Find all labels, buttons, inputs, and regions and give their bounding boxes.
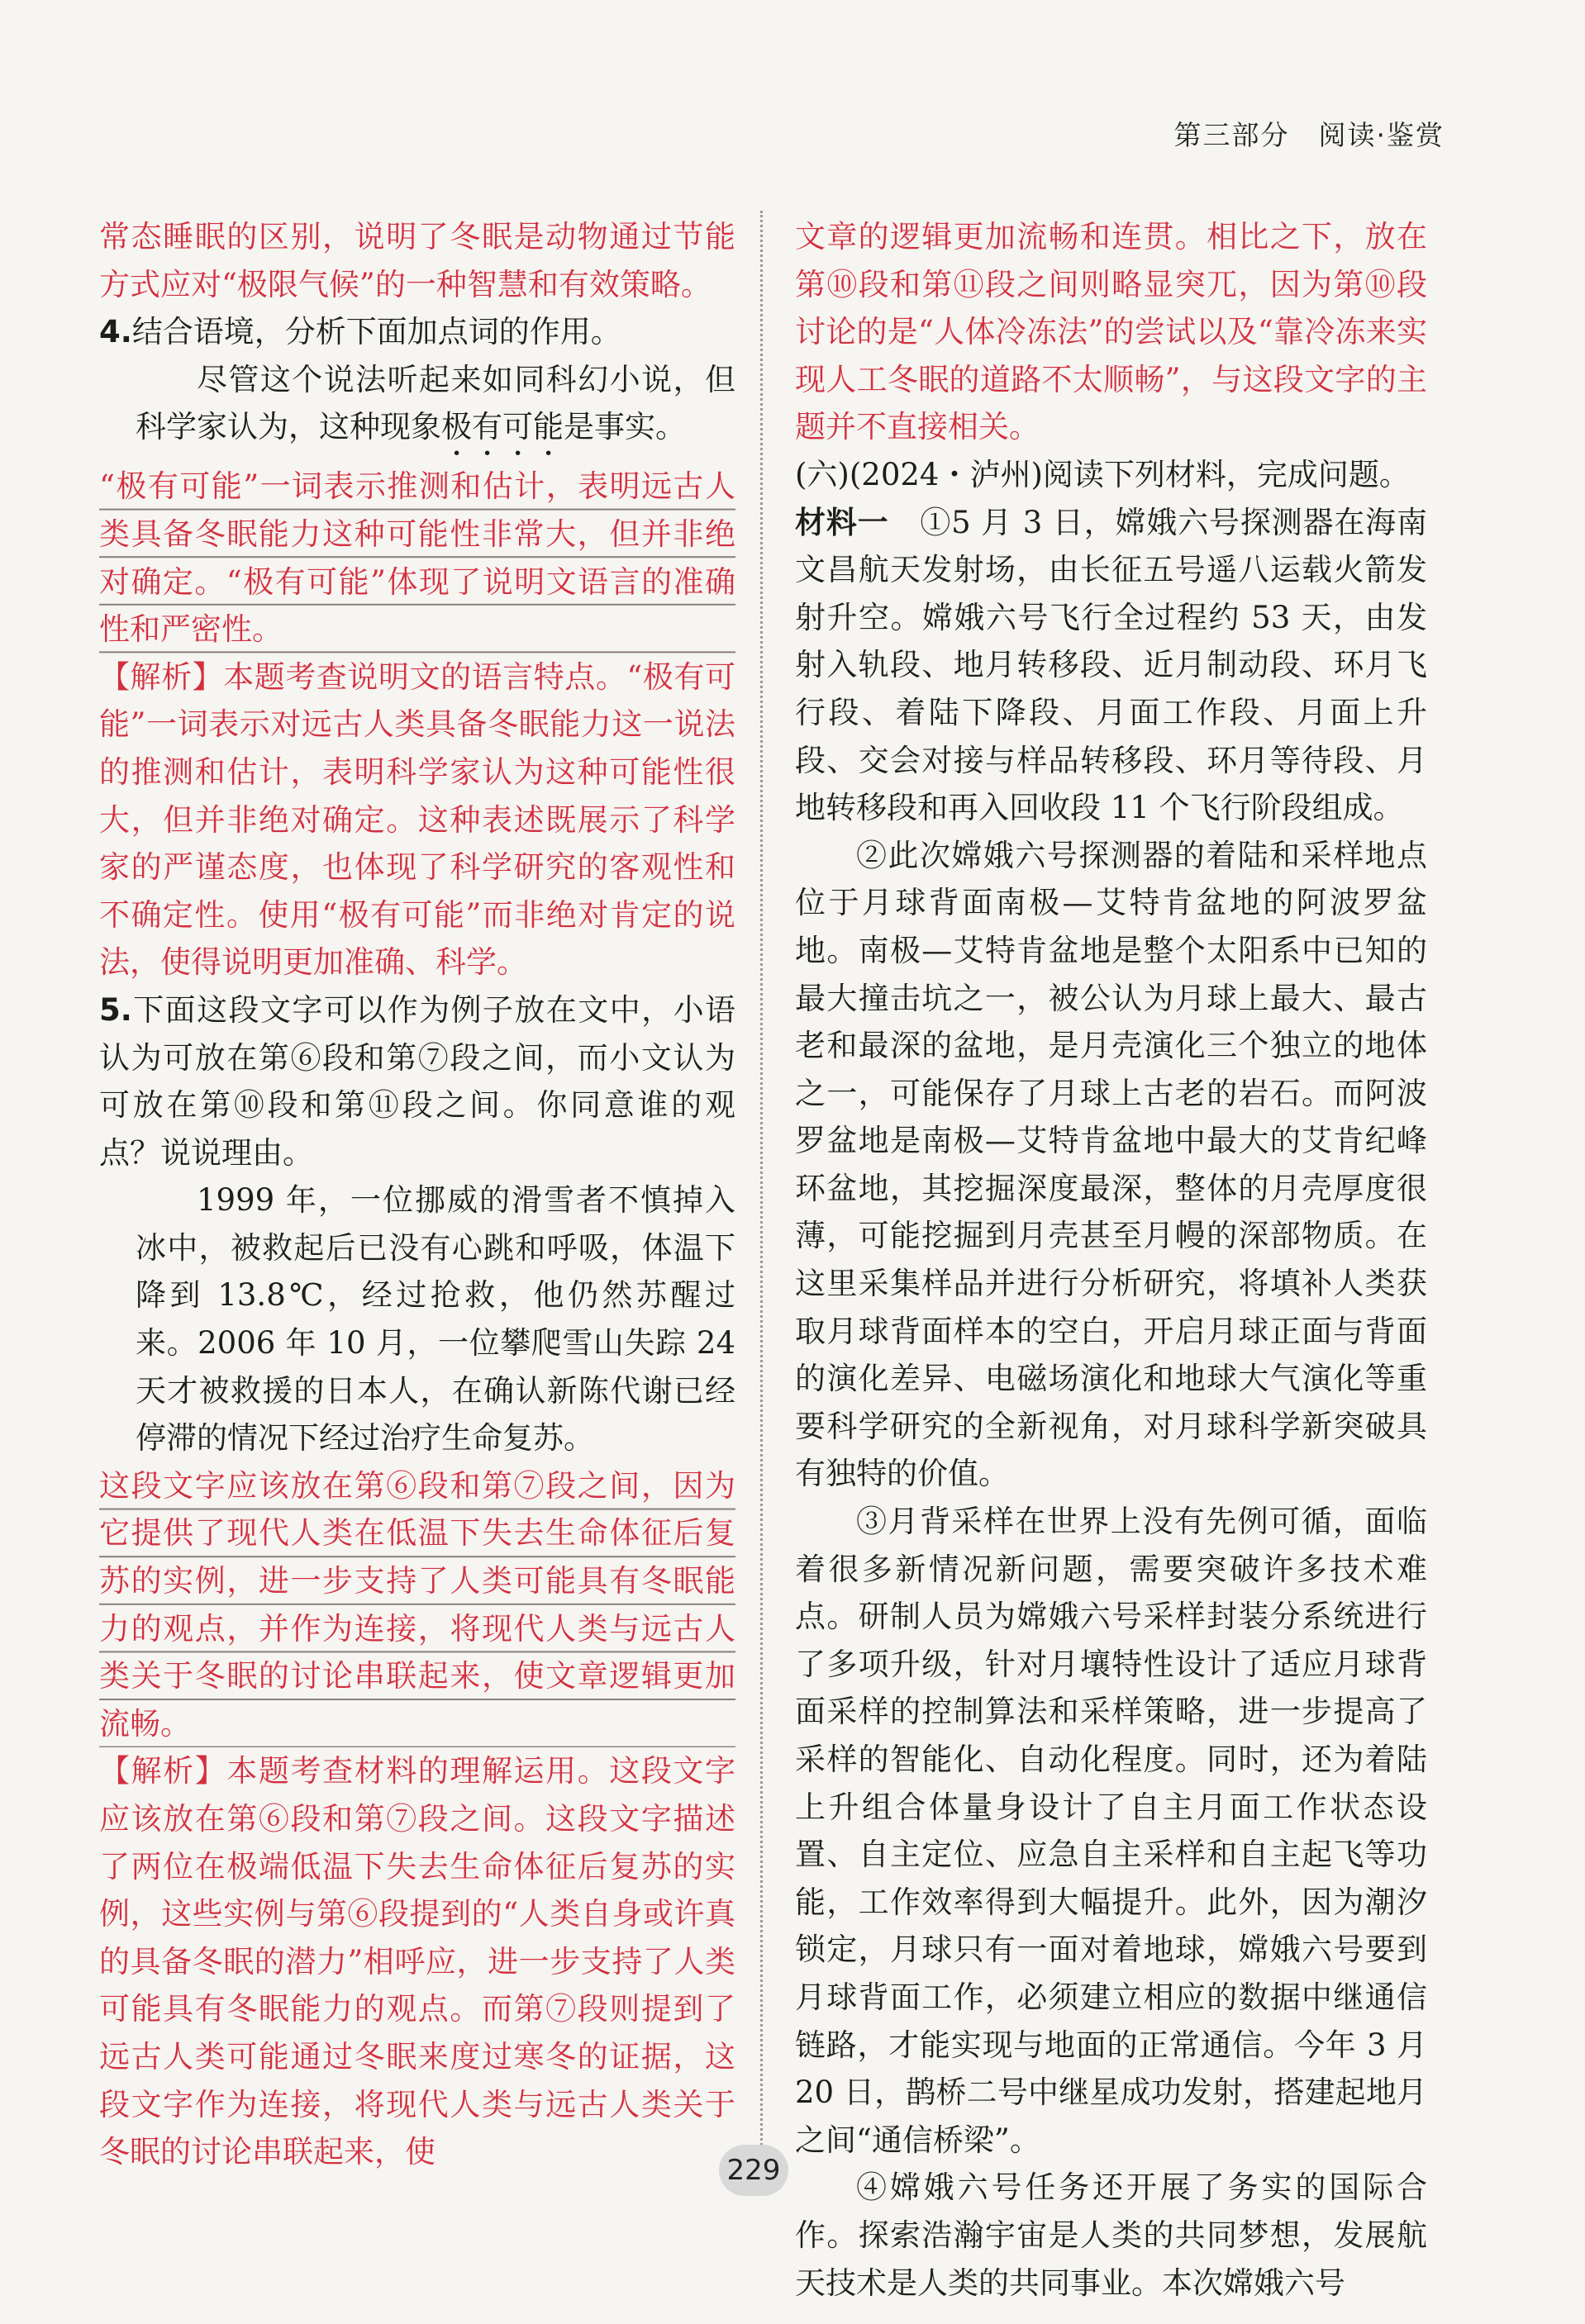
page-number: 229 xyxy=(719,2145,788,2196)
right-column xyxy=(795,213,1427,2307)
material-1-paragraph-2: ②此次嫦娥六号探测器的着陆和采样地点位于月球背面南极—艾特肯盆地的阿波罗盆地。南极—艾特肯盆地是整个太阳系中已知的最大撞击坑之一，被公认为月球上最大、最古老和最深的盆地，是月壳演化三个独立的地体之一，可能保存了月球上古老的岩石。而阿波罗盆地是南极—艾特肯盆地中最大的艾肯纪峰环盆地，其挖掘深度最深，整体的月壳厚度很薄，可能挖掘到月壳甚至月幔的深部物质。在这里采集样品并进行分析研究，将填补人类获取月球背面样本的空白，开启月球正面与背面的演化差异、电磁场演化和地球大气演化等重要科学研究的全新视角，对月球科学新突破具有独特的价值。 xyxy=(795,837,1427,1492)
running-header: 第三部分 阅读·鉴赏 xyxy=(1173,119,1445,151)
material-1-paragraph-1 xyxy=(795,499,1427,832)
analysis-tag: 【解析】 xyxy=(99,658,224,695)
emphasized-words: 极有可能 xyxy=(441,409,564,445)
section-heading: (六)(2024・泸州)阅读下列材料，完成问题。 xyxy=(795,456,1410,492)
material-1-paragraph-3: ③月背采样在世界上没有先例可循，面临着很多新情况新问题，需要突破许多技术难点。研制人员为嫦娥六号采样封装分系统进行了多项升级，针对月壤特性设计了适应月球背面采样的控制算法和采样策略，进一步提高了采样的智能化、自动化程度。同时，还为着陆上升组合体量身设计了自主月面工作状态设置、自主定位、应急自主采样和自主起飞等功能，工作效率得到大幅提升。此外，因为潮汐锁定，月球只有一面对着地球，嫦娥六号要到月球背面工作，必须建立相应的数据中继通信链路，才能实现与地面的正常通信。今年 3 月 20 日，鹊桥二号中继星成功发射，搭建起地月之间“通信桥梁”。 xyxy=(795,1504,1427,2158)
material-label: 材料一 xyxy=(795,504,889,540)
analysis-text: 本题考查说明文的语言特点。“极有可能”一词表示对远古人类具备冬眠能力这一说法的推测和估计，表明科学家认为这种可能性很大，但并非绝对确定。这种表述既展示了科学家的严谨态度，也体现了科学研究的客观性和不确定性。使用“极有可能”而非绝对肯定的说法，使得说明更加准确、科学。 xyxy=(99,658,735,981)
question-4-analysis xyxy=(99,653,735,986)
analysis-tag: 【解析】 xyxy=(99,1753,227,1789)
material-1-paragraph-4: ④嫦娥六号任务还开展了务实的国际合作。探索浩瀚宇宙是人类的共同梦想，发展航天技术是人类的共同事业。本次嫦娥六号 xyxy=(795,2170,1427,2301)
question-number: 5. xyxy=(99,991,132,1028)
question-4-quote xyxy=(99,356,735,463)
analysis-text: 本题考查材料的理解运用。这段文字应该放在第⑥段和第⑦段之间。这段文字描述了两位在极端低温下失去生命体征后复苏的实例，这些实例与第⑥段提到的“人类自身或许真的具备冬眠的潜力”相呼应，进一步支持了人类可能具有冬眠能力的观点。而第⑦段则提到了远古人类可能通过冬眠来度过寒冬的证据，这段文字作为连接，将现代人类与远古人类关于冬眠的讨论串联起来，使 xyxy=(99,1753,736,2170)
column-divider xyxy=(760,211,763,2160)
answer-continuation: 常态睡眠的区别，说明了冬眠是动物通过节能方式应对“极限气候”的一种智慧和有效策略。 xyxy=(99,219,735,302)
question-5-analysis xyxy=(99,1747,735,2175)
quote-text-b: 是事实。 xyxy=(564,409,686,445)
analysis-continuation: 文章的逻辑更加流畅和连贯。相比之下，放在第⑩段和第⑪段之间则略显突兀，因为第⑩段讨论的是“人体冷冻法”的尝试以及“靠冷冻来实现人工冬眠的道路不太顺畅”，与这段文字的主题并不直接相关。 xyxy=(795,219,1427,445)
question-5 xyxy=(99,986,735,1176)
left-column xyxy=(99,213,735,2176)
question-5-quote: 1999 年，一位挪威的滑雪者不慎掉入冰中，被救起后已没有心跳和呼吸，体温下降到 13.8℃，经过抢救，他仍然苏醒过来。2006 年 10 月，一位攀爬雪山失踪 24 天才被救援的日本人，在确认新陈代谢已经停滞的情况下经过治疗生命复苏。 xyxy=(136,1182,735,1457)
question-text: 下面这段文字可以作为例子放在文中，小语认为可放在第⑥段和第⑦段之间，而小文认为可放在第⑩段和第⑪段之间。你同意谁的观点？说说理由。 xyxy=(99,991,735,1171)
question-text: 结合语境，分析下面加点词的作用。 xyxy=(131,314,621,350)
question-5-answer: 这段文字应该放在第⑥段和第⑦段之间，因为它提供了现代人类在低温下失去生命体征后复苏的实例，进一步支持了人类可能具有冬眠能力的观点，并作为连接，将现代人类与远古人类关于冬眠的讨论串联起来，使文章逻辑更加流畅。 xyxy=(99,1462,735,1748)
question-number: 4. xyxy=(99,314,132,350)
question-4 xyxy=(99,308,735,356)
paragraph-text: ①5 月 3 日，嫦娥六号探测器在海南文昌航天发射场，由长征五号遥八运载火箭发射升空。嫦娥六号飞行全过程约 53 天，由发射入轨段、地月转移段、近月制动段、环月飞行段、着陆下降段、月面工作段、月面上升段、交会对接与样品转移段、环月等待段、月地转移段和再入回收段 11 个飞行阶段组成。 xyxy=(795,504,1428,826)
quote-text-a: 尽管这个说法听起来如同科幻小说，但科学家认为，这种现象 xyxy=(136,361,735,445)
question-4-answer: “极有可能”一词表示推测和估计，表明远古人类具备冬眠能力这种可能性非常大，但并非绝对确定。“极有可能”体现了说明文语言的准确性和严密性。 xyxy=(99,463,735,653)
